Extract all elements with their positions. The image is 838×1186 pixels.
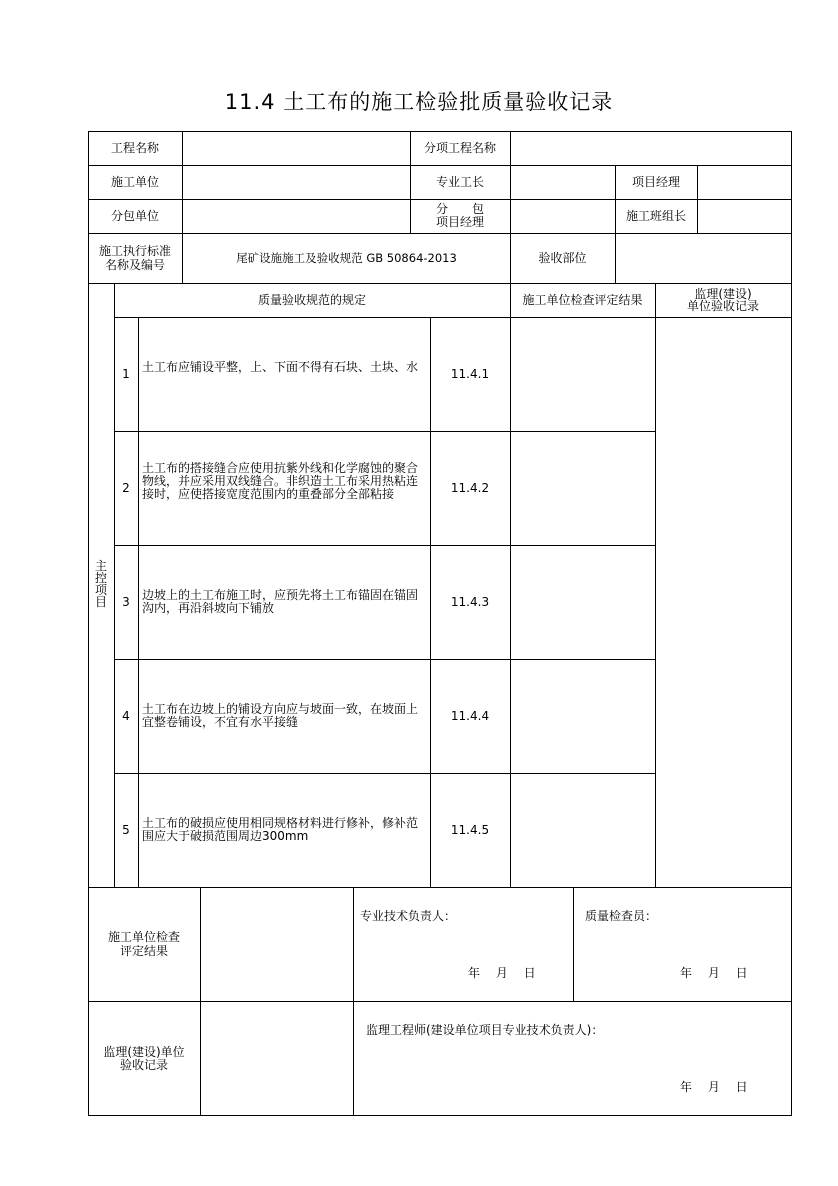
check-result-header: 施工单位检查评定结果	[522, 293, 643, 307]
item-check-result[interactable]	[511, 546, 655, 659]
item-text: 土工布在边坡上的铺设方向应与坡面一致，在坡面上宜整卷铺设，不宜有水平接缝	[142, 702, 419, 729]
foreman-label: 专业工长	[435, 175, 484, 189]
construction-eval-line2: 评定结果	[119, 944, 168, 958]
spec-header: 质量验收规范的规定	[257, 293, 366, 307]
item-number: 4	[122, 709, 130, 723]
construction-unit-field[interactable]	[183, 166, 410, 199]
item-number: 1	[122, 367, 130, 381]
supervision-header-line2: 单位验收记录	[686, 299, 759, 313]
item-clause: 11.4.1	[450, 367, 490, 381]
main-control-label: 主控项目	[94, 559, 107, 609]
sub-pm-field[interactable]	[511, 200, 615, 233]
item-text: 土工布的破损应使用相同规格材料进行修补，修补范围应大于破损范围周边300mm	[142, 816, 419, 843]
team-leader-label: 施工班组长	[625, 209, 686, 223]
item-check-result[interactable]	[511, 660, 655, 773]
row-divider	[88, 1001, 792, 1002]
item-number: 3	[122, 595, 130, 609]
construction-eval-field[interactable]	[201, 888, 353, 1001]
item-check-result[interactable]	[511, 432, 655, 545]
supervision-record-field[interactable]	[656, 318, 791, 887]
standard-value: 尾矿设施施工及验收规范 GB 50864-2013	[236, 251, 457, 265]
item-text: 边坡上的土工布施工时，应预先将土工布锚固在锚固沟内，再沿斜坡向下铺放	[142, 588, 419, 615]
item-clause: 11.4.4	[450, 709, 490, 723]
team-leader-field[interactable]	[698, 200, 791, 233]
row-divider	[88, 887, 792, 888]
supervision-unit-field[interactable]	[201, 1002, 353, 1115]
supervising-engineer-label: 监理工程师(建设单位项目专业技术负责人)：	[366, 1023, 604, 1037]
standard-label-line2: 名称及编号	[104, 258, 165, 272]
project-manager-label: 项目经理	[631, 175, 680, 189]
supervision-unit-line1: 监理(建设)单位	[103, 1045, 185, 1059]
item-check-result[interactable]	[511, 318, 655, 431]
sub-project-name-field[interactable]	[511, 132, 791, 165]
item-number: 2	[122, 481, 130, 495]
construction-unit-label: 施工单位	[110, 175, 159, 189]
project-name-label: 工程名称	[110, 141, 159, 155]
item-clause: 11.4.2	[450, 481, 490, 495]
supervision-unit-line2: 验收记录	[119, 1058, 168, 1072]
qc-inspector-label: 质量检查员：	[585, 909, 658, 923]
construction-eval-line1: 施工单位检查	[107, 930, 180, 944]
table-border-right	[791, 131, 792, 1116]
supervision-header-line1: 监理(建设)	[694, 287, 752, 301]
item-clause: 11.4.5	[450, 823, 490, 837]
sub-pm-label-line2: 项目经理	[435, 215, 484, 229]
project-manager-field[interactable]	[698, 166, 791, 199]
acceptance-location-field[interactable]	[616, 234, 791, 283]
table-border-left	[88, 131, 89, 1116]
supervising-engineer-date: 年 月 日	[680, 1080, 748, 1094]
item-number: 5	[122, 823, 130, 837]
table-border-bottom	[88, 1115, 792, 1116]
tech-lead-date: 年 月 日	[468, 966, 536, 980]
acceptance-location-label: 验收部位	[538, 251, 587, 265]
col-divider	[353, 887, 354, 1115]
item-text: 土工布的搭接缝合应使用抗紫外线和化学腐蚀的聚合物线，并应采用双线缝合。非织造土工布采用热粘连接时，应使搭接宽度范围内的重叠部分全部粘接	[142, 461, 419, 501]
sub-pm-label-line1: 分 包	[435, 202, 484, 216]
project-name-field[interactable]	[183, 132, 410, 165]
item-clause: 11.4.3	[450, 595, 490, 609]
col-divider	[138, 317, 139, 887]
standard-label-line1: 施工执行标准	[98, 244, 171, 258]
item-text: 土工布应铺设平整，上、下面不得有石块、土块、水	[142, 360, 419, 374]
item-check-result[interactable]	[511, 774, 655, 887]
sub-project-name-label: 分项工程名称	[423, 141, 496, 155]
subcontractor-label: 分包单位	[110, 209, 159, 223]
page-title: 11.4 土工布的施工检验批质量验收记录	[224, 90, 614, 114]
col-divider	[573, 887, 574, 1001]
subcontractor-field[interactable]	[183, 200, 410, 233]
qc-inspector-date: 年 月 日	[680, 966, 748, 980]
tech-lead-label: 专业技术负责人：	[360, 909, 457, 923]
foreman-field[interactable]	[511, 166, 615, 199]
